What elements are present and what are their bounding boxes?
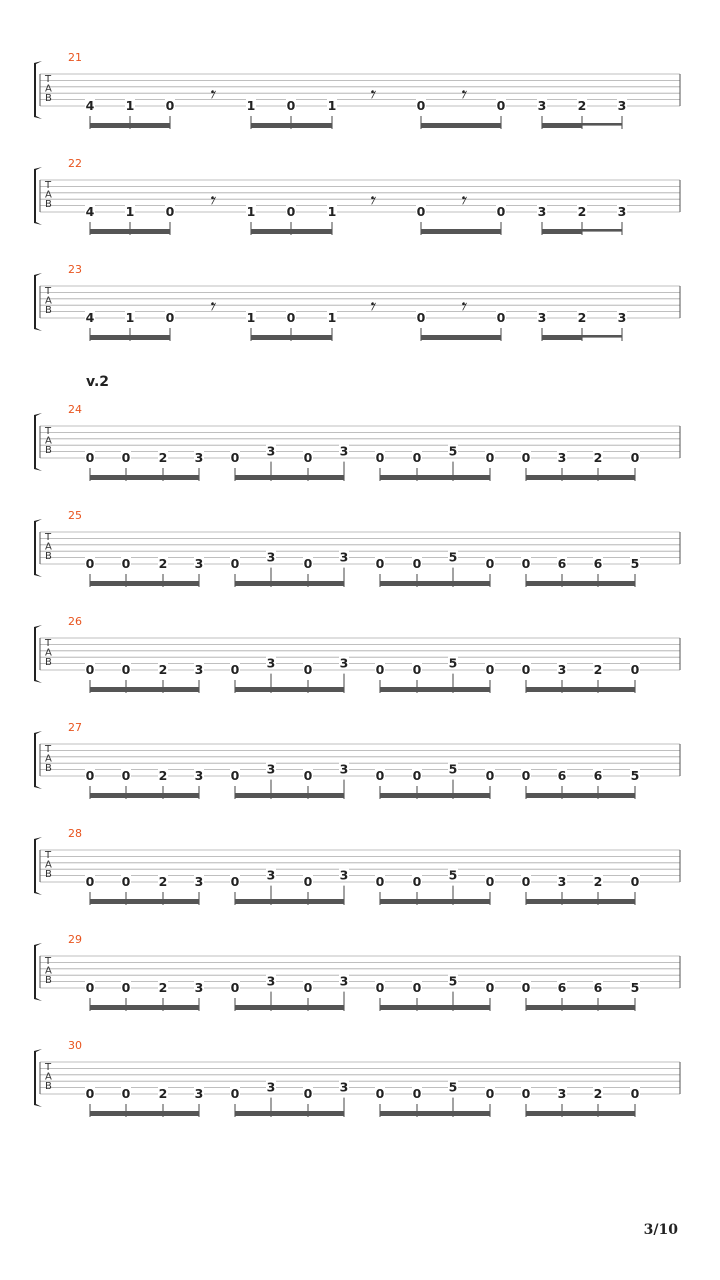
beam-primary [421, 123, 501, 126]
fret-number: 0 [485, 768, 495, 783]
fret-number: 6 [557, 556, 567, 571]
fret-number: 3 [194, 556, 204, 571]
fret-number: 3 [266, 973, 276, 989]
fret-number: 2 [158, 450, 168, 465]
fret-number: 0 [121, 874, 131, 889]
sixteenth-rest-icon: 𝄾 [459, 189, 465, 214]
fret-number: 1 [246, 98, 256, 113]
fret-number: 0 [165, 98, 175, 113]
system-bracket [34, 273, 42, 331]
fret-number: 0 [485, 450, 495, 465]
beam-secondary [542, 231, 582, 234]
fret-number: 0 [375, 662, 385, 677]
fret-number: 5 [448, 549, 458, 565]
tab-clef-letter: B [45, 445, 52, 456]
beam-secondary [542, 125, 582, 128]
fret-number: 3 [537, 204, 547, 219]
fret-number: 0 [286, 98, 296, 113]
fret-number: 0 [412, 980, 422, 995]
beam-primary [526, 793, 635, 796]
tab-clef-letter: A [45, 965, 52, 977]
tab-system [34, 509, 680, 587]
fret-number: 0 [485, 980, 495, 995]
fret-number: 2 [577, 204, 587, 219]
fret-number: 0 [496, 310, 506, 325]
page-number: 3/10 [643, 1222, 678, 1238]
fret-number: 3 [194, 768, 204, 783]
system-bracket [34, 625, 42, 683]
beam-primary [380, 581, 490, 584]
sixteenth-rest-icon: 𝄾 [208, 189, 214, 214]
eighth-rest-icon: 𝄾 [368, 189, 374, 214]
fret-number: 0 [303, 874, 313, 889]
tab-clef-letter: T [45, 956, 52, 967]
fret-number: 0 [303, 556, 313, 571]
beam-secondary [526, 901, 635, 904]
tab-clef-letter: A [45, 647, 52, 659]
beam-secondary [90, 337, 170, 340]
fret-number: 3 [266, 443, 276, 459]
beam-secondary [251, 337, 332, 340]
fret-number: 2 [593, 1086, 603, 1101]
fret-number: 2 [158, 980, 168, 995]
beam-primary [380, 475, 490, 478]
beam-primary [542, 123, 622, 126]
beam-primary [235, 899, 344, 902]
bar-number: 24 [68, 403, 82, 416]
tab-clef-letter: B [45, 763, 52, 774]
beam-primary [421, 335, 501, 338]
fret-number: 2 [577, 310, 587, 325]
sixteenth-rest-icon: 𝄾 [459, 295, 465, 320]
tab-clef-letter: T [45, 1062, 52, 1073]
fret-number: 0 [121, 450, 131, 465]
beam-secondary [235, 477, 344, 480]
sixteenth-rest-icon: 𝄾 [459, 83, 465, 108]
beam-secondary [526, 583, 635, 586]
beam-primary [90, 335, 170, 338]
fret-number: 2 [577, 98, 587, 113]
fret-number: 0 [521, 556, 531, 571]
fret-number: 6 [593, 556, 603, 571]
beam-secondary [380, 795, 490, 798]
beam-secondary [251, 125, 332, 128]
fret-number: 3 [617, 204, 627, 219]
beam-secondary [526, 1113, 635, 1116]
fret-number: 2 [158, 1086, 168, 1101]
bar-number: 23 [68, 263, 82, 276]
fret-number: 3 [194, 874, 204, 889]
beam-secondary [380, 689, 490, 692]
fret-number: 0 [85, 556, 95, 571]
bar-number: 29 [68, 933, 82, 946]
beam-secondary [380, 583, 490, 586]
fret-number: 3 [339, 1079, 349, 1095]
beam-secondary [380, 1113, 490, 1116]
system-bracket [34, 1049, 42, 1107]
beam-secondary [380, 1007, 490, 1010]
beam-primary [542, 229, 622, 232]
fret-number: 3 [194, 450, 204, 465]
beam-primary [235, 687, 344, 690]
eighth-rest-icon: 𝄾 [368, 83, 374, 108]
fret-number: 0 [121, 556, 131, 571]
tab-clef-letter: B [45, 305, 52, 316]
beam-secondary [526, 1007, 635, 1010]
beam-secondary [235, 901, 344, 904]
fret-number: 1 [125, 98, 135, 113]
beam-primary [251, 335, 332, 338]
beam-primary [90, 1005, 199, 1008]
beam-secondary [90, 125, 170, 128]
fret-number: 1 [125, 204, 135, 219]
beam-secondary [90, 795, 199, 798]
beam-secondary [380, 477, 490, 480]
fret-number: 3 [557, 662, 567, 677]
beam-primary [235, 1111, 344, 1114]
beam-primary [526, 687, 635, 690]
fret-number: 3 [266, 655, 276, 671]
fret-number: 6 [593, 768, 603, 783]
beam-primary [90, 1111, 199, 1114]
fret-number: 2 [158, 768, 168, 783]
system-bracket [34, 731, 42, 789]
fret-number: 0 [230, 1086, 240, 1101]
fret-number: 0 [485, 1086, 495, 1101]
fret-number: 0 [416, 98, 426, 113]
fret-number: 0 [375, 768, 385, 783]
fret-number: 0 [521, 980, 531, 995]
fret-number: 0 [412, 450, 422, 465]
fret-number: 3 [266, 867, 276, 883]
tab-clef-letter: A [45, 435, 52, 447]
fret-number: 3 [339, 655, 349, 671]
beam-secondary [90, 231, 170, 234]
beam-primary [90, 123, 170, 126]
fret-number: 0 [121, 1086, 131, 1101]
tab-clef-letter: T [45, 532, 52, 543]
fret-number: 1 [246, 204, 256, 219]
fret-number: 0 [165, 204, 175, 219]
fret-number: 3 [537, 98, 547, 113]
tab-clef-letter: T [45, 426, 52, 437]
fret-number: 1 [125, 310, 135, 325]
fret-number: 3 [266, 761, 276, 777]
fret-number: 0 [121, 768, 131, 783]
beam-secondary [235, 1113, 344, 1116]
beam-secondary [421, 125, 501, 128]
tab-clef-letter: T [45, 638, 52, 649]
beam-primary [380, 687, 490, 690]
fret-number: 0 [165, 310, 175, 325]
fret-number: 0 [485, 662, 495, 677]
beam-primary [251, 123, 332, 126]
fret-number: 3 [194, 662, 204, 677]
system-bracket [34, 837, 42, 895]
fret-number: 2 [158, 662, 168, 677]
bar-number: 28 [68, 827, 82, 840]
beam-secondary [235, 689, 344, 692]
beam-primary [235, 793, 344, 796]
system-bracket [34, 519, 42, 577]
tab-system [34, 827, 680, 905]
fret-number: 0 [416, 204, 426, 219]
fret-number: 3 [339, 973, 349, 989]
fret-number: 0 [121, 662, 131, 677]
beam-primary [526, 475, 635, 478]
fret-number: 0 [412, 556, 422, 571]
tab-system [34, 51, 680, 129]
sixteenth-rest-icon: 𝄾 [208, 83, 214, 108]
tab-clef-letter: A [45, 189, 52, 201]
tab-clef-letter: A [45, 753, 52, 765]
fret-number: 4 [85, 98, 95, 113]
beam-primary [380, 1005, 490, 1008]
tab-clef-letter: T [45, 74, 52, 85]
tab-system [34, 933, 680, 1011]
fret-number: 5 [448, 655, 458, 671]
beam-secondary [235, 1007, 344, 1010]
tab-clef-letter: A [45, 859, 52, 871]
beam-secondary [90, 901, 199, 904]
fret-number: 3 [339, 867, 349, 883]
tab-clef-letter: B [45, 975, 52, 986]
beam-primary [380, 1111, 490, 1114]
fret-number: 0 [85, 874, 95, 889]
beam-secondary [90, 477, 199, 480]
fret-number: 0 [521, 768, 531, 783]
fret-number: 6 [557, 980, 567, 995]
fret-number: 0 [85, 662, 95, 677]
fret-number: 6 [557, 768, 567, 783]
fret-number: 1 [246, 310, 256, 325]
tab-clef-letter: B [45, 199, 52, 210]
fret-number: 0 [521, 662, 531, 677]
fret-number: 0 [230, 768, 240, 783]
tab-clef-letter: B [45, 551, 52, 562]
beam-primary [235, 581, 344, 584]
fret-number: 3 [194, 980, 204, 995]
beam-secondary [90, 689, 199, 692]
fret-number: 5 [630, 980, 640, 995]
fret-number: 0 [303, 450, 313, 465]
fret-number: 4 [85, 310, 95, 325]
fret-number: 3 [557, 874, 567, 889]
system-bracket [34, 943, 42, 1001]
beam-primary [251, 229, 332, 232]
fret-number: 3 [339, 549, 349, 565]
tab-system [34, 157, 680, 235]
beam-secondary [380, 901, 490, 904]
fret-number: 3 [194, 1086, 204, 1101]
beam-primary [542, 335, 622, 338]
beam-primary [380, 899, 490, 902]
tab-clef-letter: A [45, 295, 52, 307]
fret-number: 0 [485, 556, 495, 571]
fret-number: 0 [230, 450, 240, 465]
fret-number: 0 [521, 874, 531, 889]
fret-number: 2 [593, 874, 603, 889]
fret-number: 0 [630, 450, 640, 465]
fret-number: 5 [448, 973, 458, 989]
fret-number: 5 [630, 768, 640, 783]
fret-number: 3 [266, 1079, 276, 1095]
beam-secondary [251, 231, 332, 234]
fret-number: 0 [286, 204, 296, 219]
fret-number: 3 [266, 549, 276, 565]
beam-secondary [421, 231, 501, 234]
fret-number: 0 [375, 980, 385, 995]
fret-number: 0 [85, 1086, 95, 1101]
fret-number: 0 [496, 204, 506, 219]
fret-number: 4 [85, 204, 95, 219]
beam-secondary [421, 337, 501, 340]
beam-secondary [90, 1113, 199, 1116]
system-bracket [34, 413, 42, 471]
fret-number: 3 [537, 310, 547, 325]
fret-number: 0 [230, 556, 240, 571]
fret-number: 3 [557, 1086, 567, 1101]
fret-number: 1 [327, 310, 337, 325]
fret-number: 0 [85, 768, 95, 783]
fret-number: 2 [593, 450, 603, 465]
beam-secondary [526, 689, 635, 692]
tab-clef-letter: T [45, 286, 52, 297]
fret-number: 0 [521, 1086, 531, 1101]
fret-number: 5 [448, 1079, 458, 1095]
tab-clef-letter: A [45, 1071, 52, 1083]
beam-secondary [235, 583, 344, 586]
beam-primary [380, 793, 490, 796]
bar-number: 30 [68, 1039, 82, 1052]
fret-number: 0 [496, 98, 506, 113]
tab-systems [34, 51, 680, 1117]
fret-number: 0 [286, 310, 296, 325]
fret-number: 3 [557, 450, 567, 465]
beam-primary [526, 899, 635, 902]
fret-number: 0 [85, 450, 95, 465]
tab-clef-letter: T [45, 744, 52, 755]
fret-number: 0 [303, 768, 313, 783]
bar-number: 22 [68, 157, 82, 170]
fret-number: 0 [485, 874, 495, 889]
beam-secondary [542, 337, 582, 340]
fret-number: 0 [521, 450, 531, 465]
fret-number: 0 [230, 874, 240, 889]
fret-number: 0 [85, 980, 95, 995]
fret-number: 0 [303, 1086, 313, 1101]
fret-number: 5 [448, 867, 458, 883]
beam-primary [90, 475, 199, 478]
fret-number: 0 [375, 450, 385, 465]
fret-number: 5 [448, 443, 458, 459]
fret-number: 0 [303, 980, 313, 995]
tab-clef-letter: A [45, 83, 52, 95]
fret-number: 0 [412, 768, 422, 783]
fret-number: 5 [630, 556, 640, 571]
fret-number: 0 [412, 662, 422, 677]
eighth-rest-icon: 𝄾 [368, 295, 374, 320]
fret-number: 0 [375, 1086, 385, 1101]
bar-number: 26 [68, 615, 82, 628]
fret-number: 3 [339, 443, 349, 459]
fret-number: 0 [630, 1086, 640, 1101]
beam-primary [90, 793, 199, 796]
beam-primary [526, 581, 635, 584]
fret-number: 1 [327, 204, 337, 219]
tab-clef-letter: B [45, 869, 52, 880]
fret-number: 2 [158, 874, 168, 889]
beam-secondary [90, 583, 199, 586]
tab-system [34, 615, 680, 693]
fret-number: 3 [339, 761, 349, 777]
tab-clef-letter: T [45, 850, 52, 861]
beam-primary [526, 1111, 635, 1114]
beam-primary [421, 229, 501, 232]
fret-number: 5 [448, 761, 458, 777]
bar-number: 27 [68, 721, 82, 734]
tab-system [34, 721, 680, 799]
beam-primary [90, 899, 199, 902]
beam-primary [526, 1005, 635, 1008]
fret-number: 3 [617, 98, 627, 113]
fret-number: 0 [375, 556, 385, 571]
section-label: v.2 [86, 374, 110, 390]
tab-clef-letter: B [45, 1081, 52, 1092]
fret-number: 1 [327, 98, 337, 113]
fret-number: 6 [593, 980, 603, 995]
fret-number: 0 [303, 662, 313, 677]
beam-primary [235, 1005, 344, 1008]
beam-primary [235, 475, 344, 478]
system-bracket [34, 167, 42, 225]
fret-number: 3 [617, 310, 627, 325]
beam-secondary [235, 795, 344, 798]
fret-number: 0 [230, 980, 240, 995]
fret-number: 0 [230, 662, 240, 677]
fret-number: 0 [630, 874, 640, 889]
beam-secondary [526, 477, 635, 480]
system-bracket [34, 61, 42, 119]
bar-number: 21 [68, 51, 82, 64]
fret-number: 0 [121, 980, 131, 995]
fret-number: 2 [593, 662, 603, 677]
fret-number: 0 [412, 1086, 422, 1101]
beam-secondary [526, 795, 635, 798]
tab-system [34, 1039, 680, 1117]
tab-system [34, 403, 680, 481]
fret-number: 0 [416, 310, 426, 325]
fret-number: 0 [412, 874, 422, 889]
beam-primary [90, 229, 170, 232]
fret-number: 0 [630, 662, 640, 677]
sixteenth-rest-icon: 𝄾 [208, 295, 214, 320]
beam-primary [90, 581, 199, 584]
tab-clef-letter: B [45, 93, 52, 104]
beam-primary [90, 687, 199, 690]
tab-clef-letter: T [45, 180, 52, 191]
tab-clef-letter: B [45, 657, 52, 668]
bar-number: 25 [68, 509, 82, 522]
fret-number: 2 [158, 556, 168, 571]
tab-system [34, 263, 680, 341]
beam-secondary [90, 1007, 199, 1010]
fret-number: 0 [375, 874, 385, 889]
tab-clef-letter: A [45, 541, 52, 553]
